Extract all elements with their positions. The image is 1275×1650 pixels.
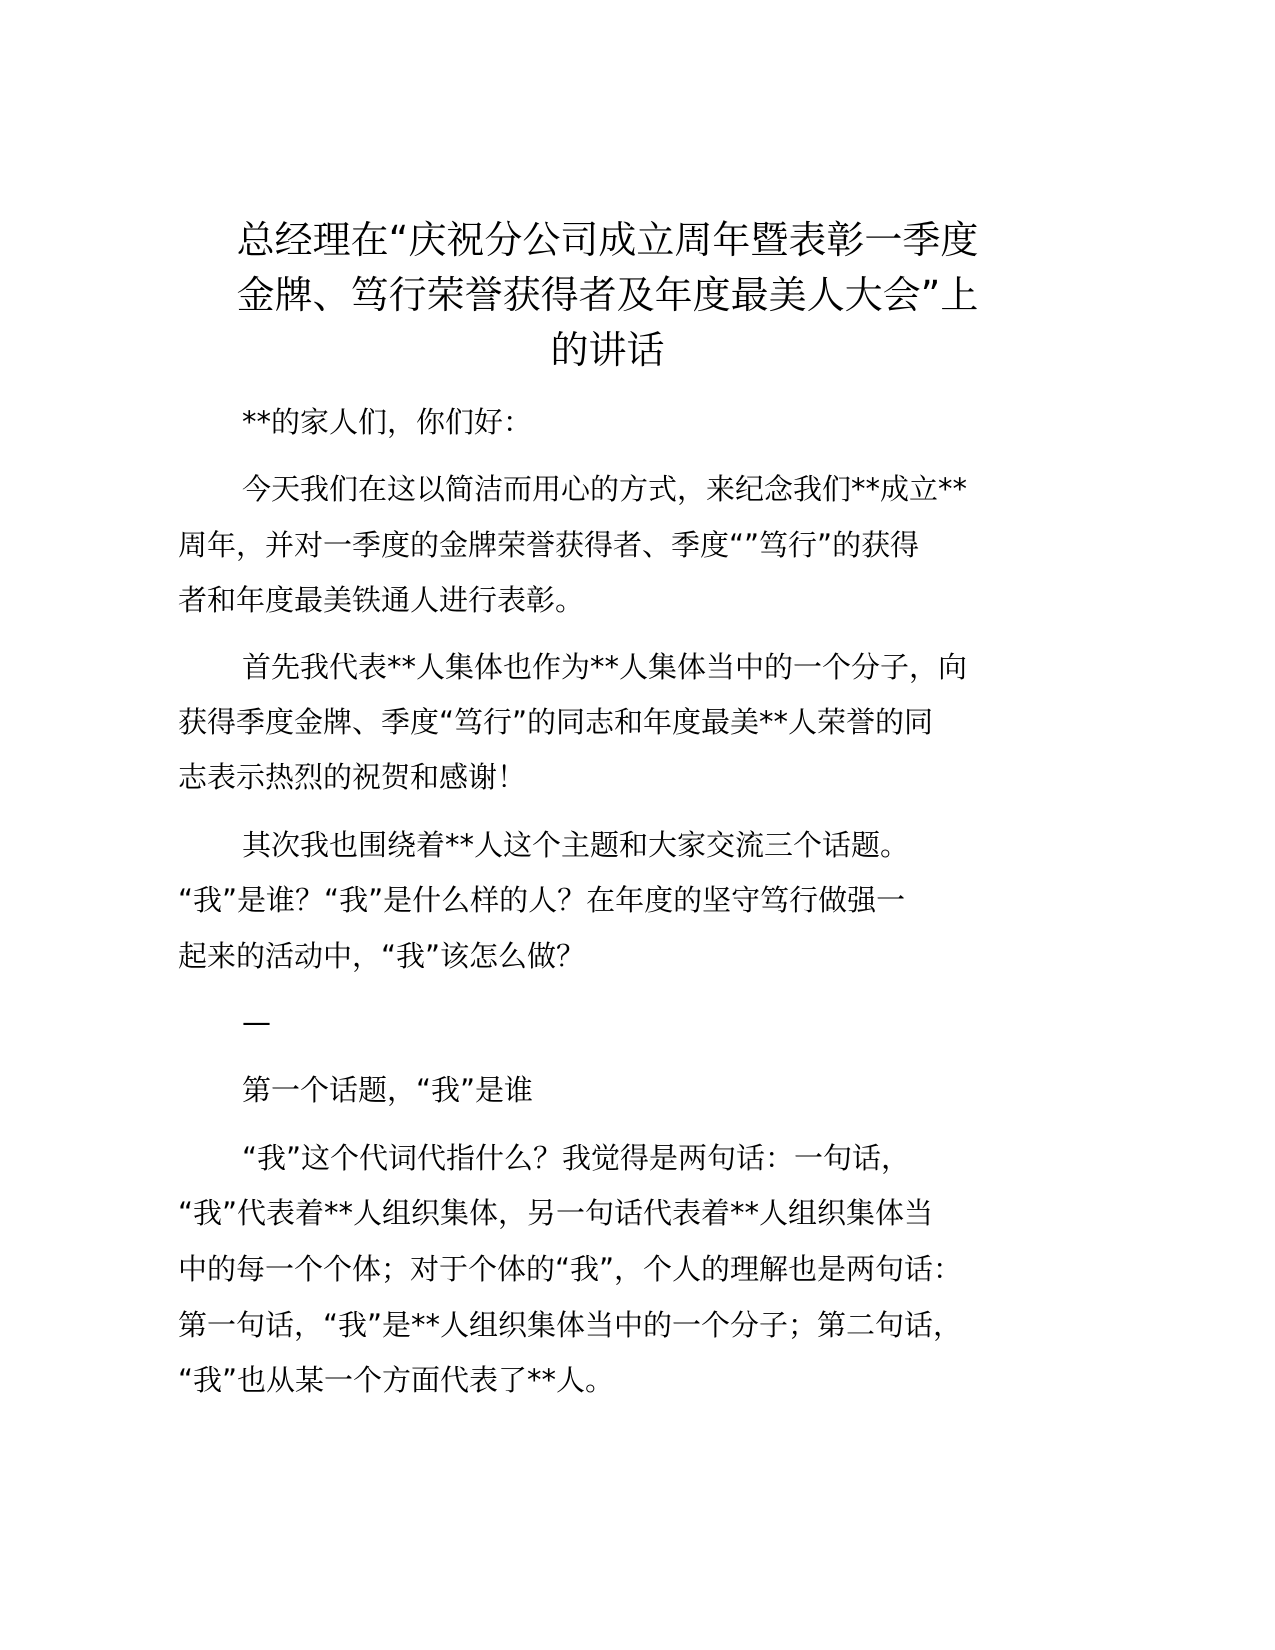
paragraph-line: “我”这个代词代指什么？我觉得是两句话：一句话， bbox=[242, 1141, 911, 1175]
paragraph-line: 中的每一个个体；对于个体的“我”，个人的理解也是两句话： bbox=[178, 1252, 963, 1286]
paragraph-line: “我”是谁？“我”是什么样的人？在年度的坚守笃行做强一 bbox=[178, 883, 906, 917]
paragraph-line: 获得季度金牌、季度“笃行”的同志和年度最美**人荣誉的同 bbox=[178, 705, 934, 739]
paragraph-line: 起来的活动中，“我”该怎么做？ bbox=[178, 939, 586, 973]
paragraph-line: 第一句话，“我”是**人组织集体当中的一个分子；第二句话， bbox=[178, 1308, 963, 1342]
section-heading: 第一个话题，“我”是谁 bbox=[242, 1073, 534, 1107]
section-number: — bbox=[242, 1005, 271, 1039]
paragraph-line: 周年，并对一季度的金牌荣誉获得者、季度“”笃行”的获得 bbox=[178, 528, 920, 562]
paragraph-line: “我”也从某一个方面代表了**人。 bbox=[178, 1363, 615, 1397]
paragraph-line: 今天我们在这以简洁而用心的方式，来纪念我们**成立** bbox=[242, 472, 968, 506]
paragraph-line: 其次我也围绕着**人这个主题和大家交流三个话题。 bbox=[242, 828, 910, 862]
greeting: **的家人们，你们好： bbox=[242, 405, 533, 439]
document-title-line: 总经理在“庆祝分公司成立周年暨表彰一季度 bbox=[236, 218, 979, 262]
paragraph-line: 首先我代表**人集体也作为**人集体当中的一个分子，向 bbox=[242, 650, 968, 684]
paragraph-line: “我”代表着**人组织集体，另一句话代表着**人组织集体当 bbox=[178, 1196, 934, 1230]
paragraph-line: 志表示热烈的祝贺和感谢！ bbox=[178, 760, 527, 794]
document-title-line: 金牌、笃行荣誉获得者及年度最美人大会”上 bbox=[236, 273, 979, 317]
document-title-line: 的讲话 bbox=[550, 328, 665, 372]
paragraph-line: 者和年度最美铁通人进行表彰。 bbox=[178, 583, 585, 617]
